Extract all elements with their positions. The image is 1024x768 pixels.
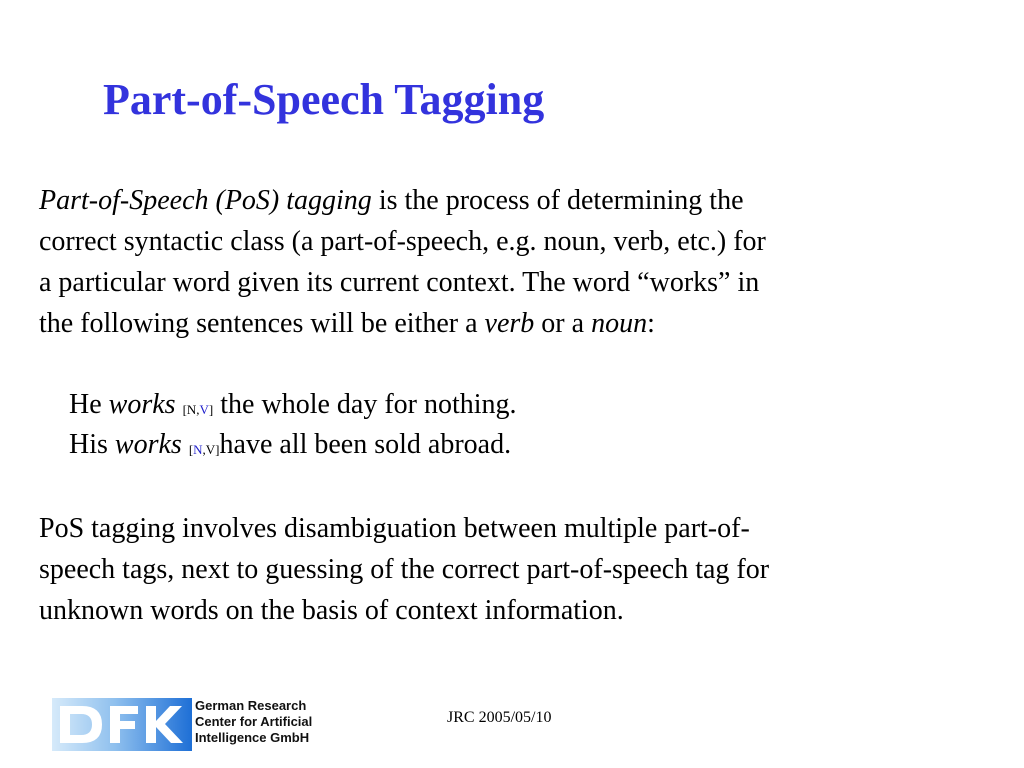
- pos-tag: [183, 402, 214, 417]
- tag-highlight: V: [199, 402, 209, 417]
- text-fragment: :: [647, 308, 655, 339]
- paragraph-line: speech tags, next to guessing of the correct part-of-speech tag for: [39, 554, 770, 585]
- paragraph-line: unknown words on the basis of context information.: [39, 595, 624, 626]
- disambiguation-paragraph: [39, 508, 999, 631]
- logo-caption-line: German Research: [195, 698, 307, 713]
- paragraph-line: [39, 180, 999, 221]
- footer-date: JRC 2005/05/10: [447, 709, 552, 726]
- paragraph-line: [39, 303, 999, 344]
- tag-part: ]: [208, 402, 214, 417]
- defined-term: Part-of-Speech (PoS) tagging: [39, 185, 372, 216]
- example-rest: the whole day for nothing.: [220, 389, 517, 420]
- noun-term: noun: [591, 308, 648, 339]
- tag-highlight: N: [193, 442, 203, 457]
- logo-caption-line: Center for Artificial: [195, 714, 313, 729]
- dfki-logo-icon: [52, 698, 192, 751]
- definition-paragraph: [39, 180, 999, 344]
- example-sentence-1: [69, 385, 517, 430]
- text-fragment: or a: [534, 308, 592, 339]
- logo-caption: [195, 698, 312, 746]
- pos-tag: [189, 442, 220, 457]
- example-prefix: He: [69, 389, 109, 420]
- tag-part: ,V]: [202, 442, 220, 457]
- example-sentence-2: [69, 425, 511, 470]
- example-prefix: His: [69, 429, 115, 460]
- example-word: works: [114, 429, 182, 460]
- text-fragment: the following sentences will be either a: [39, 308, 485, 339]
- slide-title: Part-of-Speech Tagging: [103, 75, 545, 124]
- tag-part: [N,: [182, 402, 200, 417]
- tag-part: [: [188, 442, 194, 457]
- paragraph-line: correct syntactic class (a part-of-speech, e.g. noun, verb, etc.) for: [39, 226, 766, 257]
- example-rest: have all been sold abroad.: [219, 429, 512, 460]
- logo-caption-line: Intelligence GmbH: [195, 730, 310, 745]
- text-fragment: is the process of determining the: [371, 185, 744, 216]
- example-word: works: [108, 389, 176, 420]
- paragraph-line: PoS tagging involves disambiguation between multiple part-of-: [39, 513, 750, 544]
- paragraph-line: a particular word given its current context. The word “works” in: [39, 267, 760, 298]
- verb-term: verb: [484, 308, 535, 339]
